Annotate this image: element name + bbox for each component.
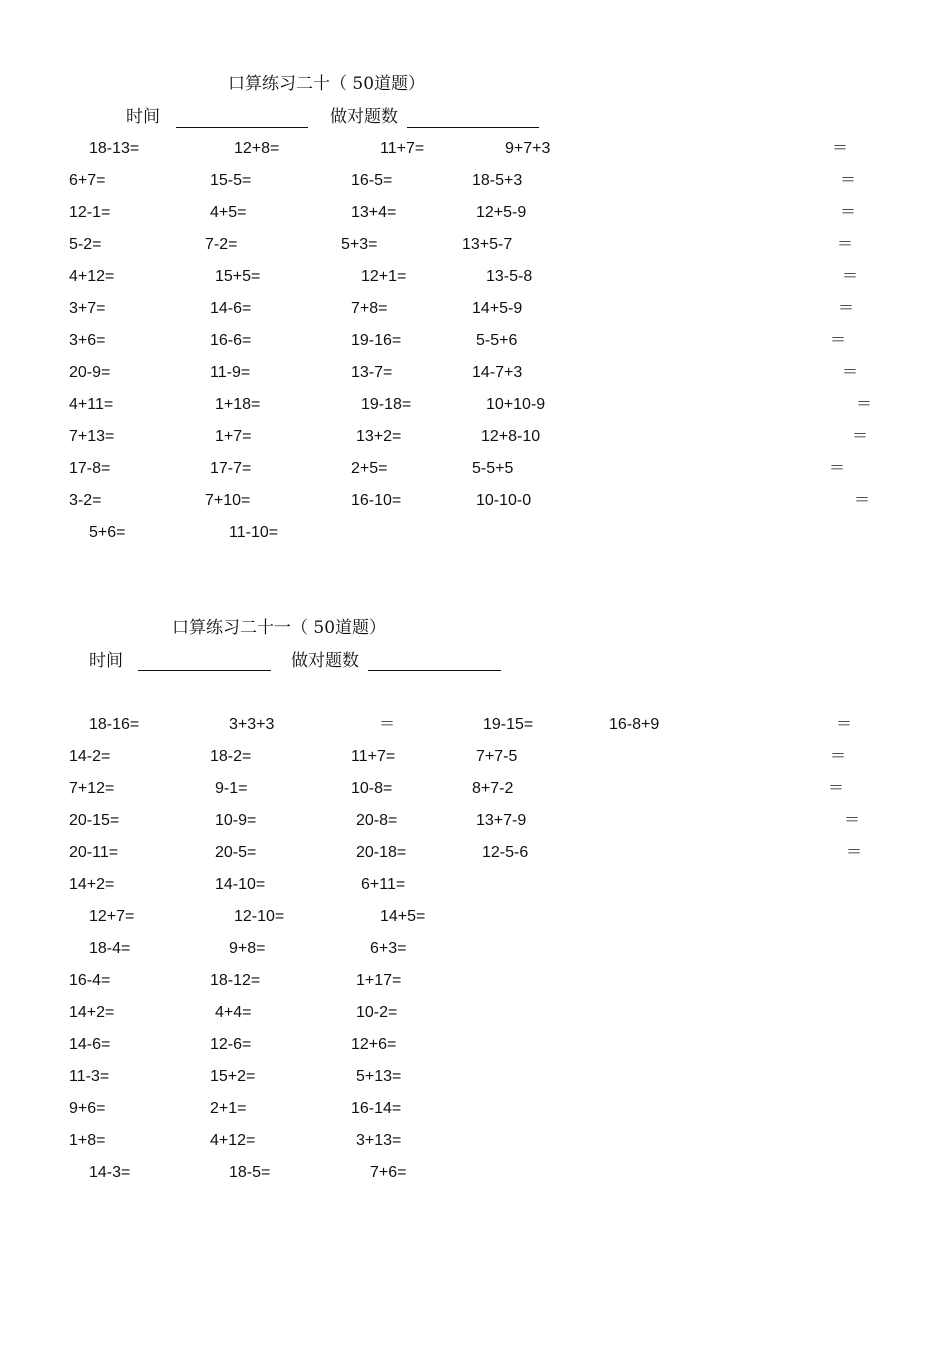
problem: 7+6= bbox=[370, 1164, 407, 1181]
problem: 18-13= bbox=[89, 140, 140, 157]
correct-count-label: 做对题数 bbox=[330, 107, 398, 127]
problem: 7+10= bbox=[205, 492, 251, 509]
equals-sign: ＝ bbox=[838, 300, 855, 317]
problem: 17-7= bbox=[210, 460, 252, 477]
problem: 19-15= bbox=[483, 716, 534, 733]
problem: 14-3= bbox=[89, 1164, 131, 1181]
problem: 12+5-9 bbox=[476, 204, 527, 221]
problem: 14+5-9 bbox=[472, 300, 523, 317]
equals-sign: ＝ bbox=[836, 716, 853, 733]
equals-sign: ＝ bbox=[379, 716, 396, 733]
problem: 12+1= bbox=[361, 268, 407, 285]
problem: 14-10= bbox=[215, 876, 266, 893]
problem: 20-5= bbox=[215, 844, 257, 861]
problem: 14-7+3 bbox=[472, 364, 523, 381]
problem: 10-10-0 bbox=[476, 492, 532, 509]
correct-count-blank[interactable] bbox=[368, 670, 501, 671]
problem: 3-2= bbox=[69, 492, 102, 509]
problem: 10-8= bbox=[351, 780, 393, 797]
problem: 12+8-10 bbox=[481, 428, 541, 445]
problem: 16-6= bbox=[210, 332, 252, 349]
problem: 11-9= bbox=[210, 364, 251, 381]
problem: 3+7= bbox=[69, 300, 106, 317]
problem: 3+13= bbox=[356, 1132, 402, 1149]
problem: 1+18= bbox=[215, 396, 261, 413]
sheet-title: 口算练习二十一（ 50道题） bbox=[172, 618, 387, 638]
problem: 11-3= bbox=[69, 1068, 110, 1085]
problem: 9+7+3 bbox=[505, 140, 551, 157]
problem: 19-16= bbox=[351, 332, 402, 349]
problem: 13+4= bbox=[351, 204, 397, 221]
equals-sign: ＝ bbox=[846, 844, 863, 861]
correct-count-label: 做对题数 bbox=[291, 651, 359, 671]
problem: 6+11= bbox=[361, 876, 406, 893]
problem: 14-2= bbox=[69, 748, 111, 765]
problem: 14+2= bbox=[69, 876, 115, 893]
problem: 6+7= bbox=[69, 172, 106, 189]
problem: 12-6= bbox=[210, 1036, 252, 1053]
problem: 12+6= bbox=[351, 1036, 397, 1053]
problem: 10-2= bbox=[356, 1004, 398, 1021]
problem: 12-5-6 bbox=[482, 844, 529, 861]
problem: 14-6= bbox=[210, 300, 252, 317]
problem: 18-2= bbox=[210, 748, 252, 765]
problem: 3+3+3 bbox=[229, 716, 275, 733]
problem: 12-1= bbox=[69, 204, 111, 221]
problem: 4+5= bbox=[210, 204, 247, 221]
equals-sign: ＝ bbox=[844, 812, 861, 829]
problem: 18-16= bbox=[89, 716, 140, 733]
problem: 18-4= bbox=[89, 940, 131, 957]
equals-sign: ＝ bbox=[837, 236, 854, 253]
equals-sign: ＝ bbox=[828, 780, 845, 797]
equals-sign: ＝ bbox=[856, 396, 873, 413]
equals-sign: ＝ bbox=[840, 204, 857, 221]
problem: 7-2= bbox=[205, 236, 238, 253]
correct-count-blank[interactable] bbox=[407, 127, 539, 128]
problem: 2+5= bbox=[351, 460, 388, 477]
problem: 19-18= bbox=[361, 396, 412, 413]
problem: 20-11= bbox=[69, 844, 119, 861]
problem: 7+12= bbox=[69, 780, 115, 797]
equals-sign: ＝ bbox=[830, 748, 847, 765]
problem: 16-4= bbox=[69, 972, 111, 989]
problem: 16-5= bbox=[351, 172, 393, 189]
problem: 13-7= bbox=[351, 364, 393, 381]
problem: 4+12= bbox=[210, 1132, 256, 1149]
problem: 15-5= bbox=[210, 172, 252, 189]
problem: 7+8= bbox=[351, 300, 388, 317]
equals-sign: ＝ bbox=[830, 332, 847, 349]
problem: 16-8+9 bbox=[609, 716, 660, 733]
problem: 20-8= bbox=[356, 812, 398, 829]
problem: 4+4= bbox=[215, 1004, 252, 1021]
problem: 2+1= bbox=[210, 1100, 247, 1117]
problem: 5-5+6 bbox=[476, 332, 518, 349]
problem: 13+7-9 bbox=[476, 812, 527, 829]
problem: 7+13= bbox=[69, 428, 115, 445]
problem: 18-12= bbox=[210, 972, 261, 989]
equals-sign: ＝ bbox=[842, 268, 859, 285]
equals-sign: ＝ bbox=[829, 460, 846, 477]
problem: 1+8= bbox=[69, 1132, 106, 1149]
problem: 20-18= bbox=[356, 844, 407, 861]
problem: 5+3= bbox=[341, 236, 378, 253]
equals-sign: ＝ bbox=[832, 140, 849, 157]
problem: 9-1= bbox=[215, 780, 248, 797]
problem: 20-9= bbox=[69, 364, 111, 381]
problem: 4+11= bbox=[69, 396, 114, 413]
problem: 10-9= bbox=[215, 812, 257, 829]
problem: 6+3= bbox=[370, 940, 407, 957]
time-label: 时间 bbox=[126, 107, 160, 127]
problem: 13+2= bbox=[356, 428, 402, 445]
problem: 12+8= bbox=[234, 140, 280, 157]
problem: 1+17= bbox=[356, 972, 402, 989]
problem: 7+7-5 bbox=[476, 748, 518, 765]
problem: 11+7= bbox=[351, 748, 396, 765]
problem: 8+7-2 bbox=[472, 780, 514, 797]
problem: 16-14= bbox=[351, 1100, 402, 1117]
problem: 13+5-7 bbox=[462, 236, 513, 253]
problem: 9+6= bbox=[69, 1100, 106, 1117]
time-blank[interactable] bbox=[176, 127, 308, 128]
problem: 20-15= bbox=[69, 812, 120, 829]
problem: 18-5+3 bbox=[472, 172, 523, 189]
problem: 5+6= bbox=[89, 524, 126, 541]
problem: 5-2= bbox=[69, 236, 102, 253]
problem: 5-5+5 bbox=[472, 460, 514, 477]
problem: 14+5= bbox=[380, 908, 426, 925]
problem: 12-10= bbox=[234, 908, 285, 925]
problem: 14+2= bbox=[69, 1004, 115, 1021]
problem: 15+5= bbox=[215, 268, 261, 285]
problem: 16-10= bbox=[351, 492, 402, 509]
problem: 11+7= bbox=[380, 140, 425, 157]
problem: 15+2= bbox=[210, 1068, 256, 1085]
time-label: 时间 bbox=[89, 651, 123, 671]
problem: 4+12= bbox=[69, 268, 115, 285]
problem: 17-8= bbox=[69, 460, 111, 477]
problem: 13-5-8 bbox=[486, 268, 533, 285]
problem: 11-10= bbox=[229, 524, 279, 541]
sheet-title: 口算练习二十（ 50道题） bbox=[228, 74, 426, 94]
problem: 18-5= bbox=[229, 1164, 271, 1181]
problem: 1+7= bbox=[215, 428, 252, 445]
time-blank[interactable] bbox=[138, 670, 271, 671]
equals-sign: ＝ bbox=[840, 172, 857, 189]
problem: 5+13= bbox=[356, 1068, 402, 1085]
equals-sign: ＝ bbox=[842, 364, 859, 381]
equals-sign: ＝ bbox=[852, 428, 869, 445]
problem: 3+6= bbox=[69, 332, 106, 349]
equals-sign: ＝ bbox=[854, 492, 871, 509]
problem: 9+8= bbox=[229, 940, 266, 957]
problem: 14-6= bbox=[69, 1036, 111, 1053]
problem: 12+7= bbox=[89, 908, 135, 925]
problem: 10+10-9 bbox=[486, 396, 546, 413]
